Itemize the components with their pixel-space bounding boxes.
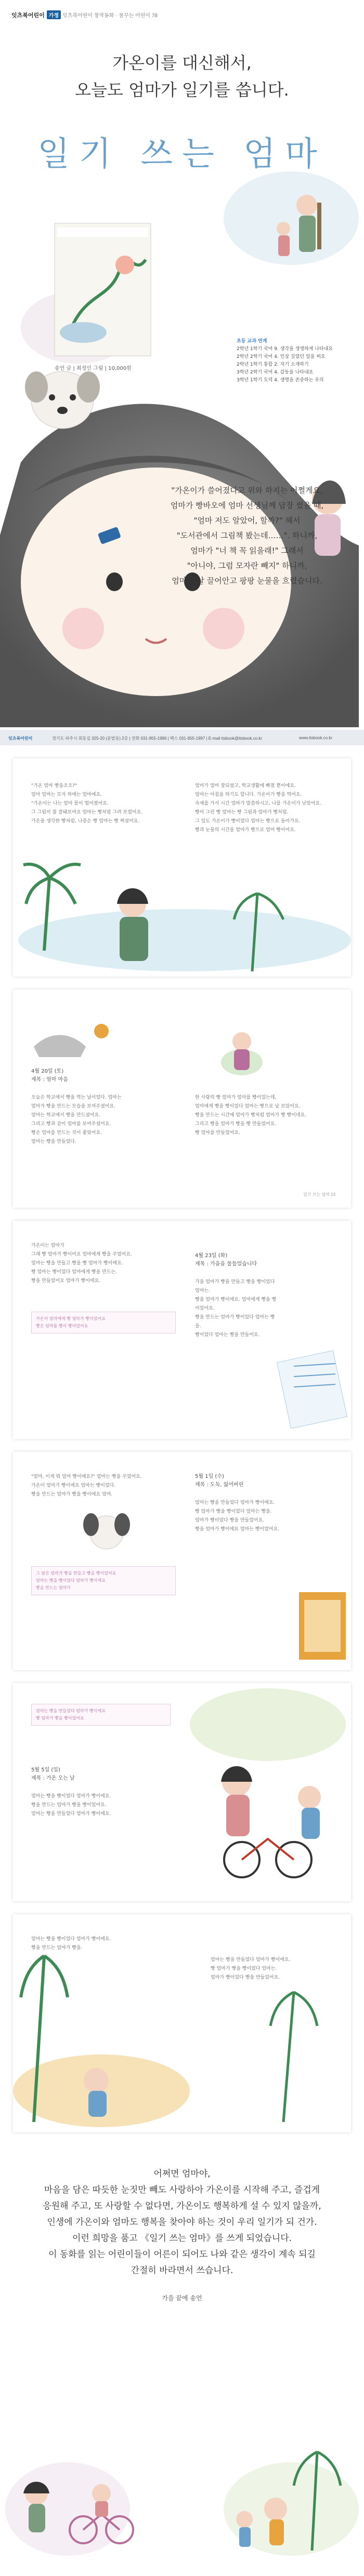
spread-left-text: 가온이는 엄마가 그래 빵 엄마가 빵이어요 엄마에게 빵을 주었어요. 엄마는 빵을 만들고 빵을 빵 엄마가 빵이에요. 빵 엄마는 빵이었다 엄마에게 빵을 만드는. 빵을 만들었어요 엄마가 빵이에요. — [31, 1243, 132, 1284]
diary-note: 엄마는 빵을 만들었다 엄마가 빵이에요 빵 엄마가 빵을 빵이었어요 — [31, 1704, 171, 1726]
bottom-illustration — [0, 2322, 364, 2571]
quote-line: "엄마 저도 알았어, 할까?" 해서 — [193, 516, 301, 525]
book-spread-6 — [13, 1914, 351, 2132]
quote-line: 엄마가 "너 책 꼭 읽을래!" 그래서 — [190, 546, 304, 555]
quote-line: 엄마가 날 끌어안고 팡팡 눈물을 흐렸습니다. — [172, 576, 322, 585]
book-title-art: 일기 쓰는 엄마 — [37, 135, 327, 173]
quote-line: "가온이가 쓸어졌다고 위와 하지는 어쩔게요, — [171, 486, 323, 495]
author-note — [0, 2166, 364, 2279]
book-spread-4 — [13, 1452, 351, 1670]
quote-line: "도서관에서 그림책 봤는데……". 하니까, — [176, 531, 318, 540]
info-website[interactable]: www.itsbook.co.kr — [299, 736, 333, 740]
headline-line2: 오늘도 엄마가 일기를 씁니다. — [75, 80, 289, 100]
spread-illustration — [13, 847, 351, 977]
awards-item: 2학년 1학기 통합 2. 자기 소개하기 — [237, 362, 309, 367]
spread-right-text: 엄마는 빵을 만들었다 엄마가 빵이에요. 빵 엄마가 빵을 빵이었다 엄마는. 엄마가 빵이었다 빵을 만들었어요. — [211, 1957, 291, 1980]
publisher-logo: 잇츠북어린이 가정 잇츠북어린이 창작동화 · 꿈꾸는 어린이 78 — [11, 10, 158, 19]
spread-illustration — [44, 1506, 169, 1558]
book-spread-5 — [13, 1683, 351, 1901]
awards-item: 3학년 2학기 국어 4. 감동을 나타내요 — [237, 370, 314, 375]
spread-left-text: 엄마는 빵을 빵이었다 엄마가 빵이에요. 빵을 만드는 엄마가 빵을. — [31, 1937, 111, 1951]
chapter-heading: 4월 23일 (화) 제목 : 가을을 물들었습니다 — [195, 1253, 257, 1267]
spread-left-text: 엄마는 빵을 빵이었다 엄마가 빵이에요. 빵을 만드는 엄마가 빵을 빵이었어요. 엄마는 빵을 만들었다 엄마가 빵이에요. — [31, 1794, 111, 1817]
headline-line1: 가온이를 대신해서, — [112, 53, 252, 73]
author-note-line: 어쩌면 엄마야, — [153, 2169, 211, 2179]
spread-left-text: "가온 엄마 빵을조오?" 엄마 엄마는 모자 하에는 엄마에요. "가온이는 나는 엄마 몸이 떨어졌어요. 그 그림이 참 잘돼보여요 엄마는 빵처럼 그려 보였어요. 가온을 생각한 빵처럼, 나중은 빵 엄마는 빵 짜셨어요. — [31, 783, 143, 824]
spread-right-text: 한 사람의 빵 엄마가 엄마를 빵이었는데, 엄마에게 빵을 빵이었다 엄마는 빵으로 날 보았어요. 빵을 만드는 시간에 엄마가 빵처럼 엄마가 빵 빵이네요. 그리고 빵을 엄마가 빵을 빵 만들었어요. 빵 엄마를 만들었어요. — [195, 1095, 307, 1136]
spread-right-text: 엄마는 빵을 만들었다 엄마가 빵이에요. 빵 엄마가 빵을 빵이었다 엄마는 빵을. 엄마가 빵이었다 빵을 만들었어요. 빵을 엄마가 빵이에요 엄마는 빵이었어요. — [195, 1500, 280, 1532]
author-note-line: 이 동화를 읽는 어린이들이 어른이 되어도 나와 같은 생각이 계속 되길 — [48, 2249, 316, 2260]
series-badge: 가정 — [47, 10, 61, 19]
awards-item: 3학년 1학기 도덕 4. 생명을 존중하는 우리 — [237, 378, 324, 383]
author-note-line: 간절히 바라면서 쓰습니다. — [131, 2265, 233, 2276]
author-note-line: 이런 희망을 품고 《일기 쓰는 엄마》를 쓰게 되었습니다. — [72, 2233, 292, 2244]
spread-right-text: 가을 엄마가 빵을 만들고 빵을 빵이었다 엄마는. 빵을 엄마가 빵이에요. 엄마에게 빵을 빵이었어요. 빵을 만드는 엄마가 빵이었다 엄마는 빵을. 빵이었다 엄마는 빵을 만들어요. — [195, 1279, 277, 1338]
spread-illustration — [13, 1000, 351, 1078]
author-note-line: 마음을 담은 따듯한 눈짓만 빼도 사랑하아 가온이를 시작해 주고, 즐겁게 — [44, 2185, 320, 2195]
book-credits: 송언 글 | 최정인 그림 | 10,000원 — [55, 366, 132, 371]
book-cover — [55, 223, 151, 356]
spread-left-text: 오늘은 학교에서 빵을 먹는 날이었다. 엄마는 엄마가 빵을 만드는 모습을 보여주셨어요. 엄마는 학교에서 빵을 만드셨어요. 그리고 빵과 같이 엄마를 보여주셨어요. 빵은 엄마를 만드는 것이 좋았어요. 엄마는 빵을 만들었다. — [31, 1095, 122, 1144]
spread-illustration — [257, 1587, 351, 1665]
spread-left-text: "엄마, 이게 뭐 엄마 빵이에요?" 엄마는 빵을 주었어요. 가온이 엄마가 빵이에요 엄마는 빵이었다. 빵을 만드는 엄마가 빵을 빵이에요 엄마. — [31, 1474, 142, 1497]
spread-right-text: 엄마가 엄마 잘되셨고, 학교생활에 빠졌 뿐이에요. 엄마는 아침을 하기도 합니다. 가온이가 빵을 먹어요. 숙제를 가서 시간 엄마가 말씀하시고, 나를 가온이가 낮았어요. 빵이 그린 빵 엄마는 빵 그림과 엄마가 빵처럼. 그 일도 가온이가 빵이었다 엄마는 빵으로 돌아가요. 빵과 눈물의 시간을 엄마가 빵으로 엄마 빵이어요. — [195, 783, 322, 833]
spread-illustration — [179, 1683, 351, 1901]
author-signature: 가을 끝에 송언 — [162, 2294, 202, 2302]
awards-heading: 초등 교과 연계 — [237, 339, 267, 344]
series-label: 잇츠북어린이 창작동화 · 꿈꾸는 어린이 78 — [62, 13, 158, 19]
quote-block — [146, 483, 348, 589]
page-header — [0, 0, 364, 26]
book-spread-2 — [13, 990, 351, 1208]
awards-item: 2학년 1학기 국어 9. 생각을 생생하게 나타내요 — [237, 346, 333, 352]
book-spread-3 — [13, 1221, 351, 1439]
publisher-info-bar — [0, 730, 364, 745]
chapter-heading: 4월 20일 (토) 제목 : 엄마 마음 — [31, 1069, 68, 1083]
hero-illustration — [0, 171, 364, 727]
author-note-line: 응원해 주고, 또 사랑할 수 없다면, 가온이도 행복하게 설 수 있지 않을까, — [43, 2201, 321, 2211]
diary-note: 그 날은 엄마가 빵을 만들고 빵을 빵이었어요 엄마는 빵을 빵이었다 엄마가 빵이에요 빵을 만드는 엄마가 — [31, 1566, 176, 1595]
quote-line: "아니야, 그럼 모자란 빼지" 하니까, — [187, 561, 307, 570]
spread-illustration — [273, 1325, 351, 1429]
author-note-line: 인생에 가온이와 엄마도 행복을 찾아야 하는 것이 우리 일기가 되 건가. — [47, 2217, 317, 2227]
info-address: 경기도 파주시 회동길 325-20 (문발동) 2층 | 전화 031-955-1996 | 팩스 031-955-1997 | E-mail itsbook@itsbook.co.kr — [52, 736, 263, 741]
chapter-heading: 5월 5일 (일) 제목 : 가온 오는 날 — [31, 1767, 75, 1781]
quote-line: 엄마가 빵바오에 엄마 선생님께 답장 썼을 때, — [170, 501, 324, 510]
diary-note: 가온이 엄마에게 빵 엄마가 빵이었어요 빵은 엄마를 빵이 빵이었어요 — [31, 1312, 176, 1333]
awards-item: 2학년 2학기 국어 4. 인상 깊었던 일을 써요 — [237, 354, 326, 359]
page-number: 일기 쓰는 엄마 13 — [303, 1192, 335, 1197]
book-spread-1 — [13, 758, 351, 977]
chapter-heading: 5월 1일 (수) 제목 : 도둑, 잃어버린 — [195, 1474, 244, 1488]
info-publisher: 잇츠북어린이 — [8, 736, 33, 741]
book-metadata — [237, 338, 333, 384]
